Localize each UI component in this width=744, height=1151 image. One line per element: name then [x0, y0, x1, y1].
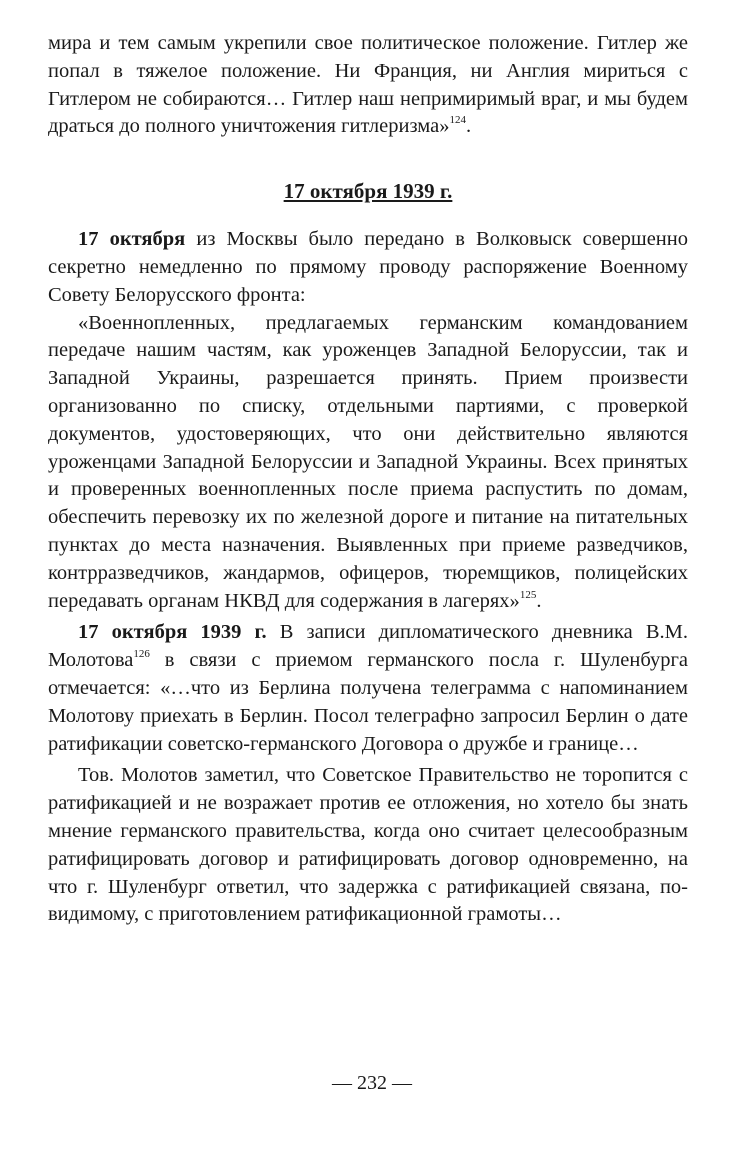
paragraph-diary	[48, 619, 688, 758]
quote-order: «Военнопленных, предлагаемых германским командованием передаче нашим частям, как уроженцев Западной Белоруссии, так и Западной Украины, разрешается принять. Прием произвести организованно по списку, отдельными партиями, с проверкой документов, удостоверяющих, что они действительно являются уроженцами Западной Белоруссии и Западной Украины. Всех принятых и проверенных военнопленных после приема распустить по домам, обеспечить перевозку их по железной дороге и питание на питательных пунктах до места назначения. Выявленных при приеме разведчиков, контрразведчиков, жандармов, офицеров, тюремщиков, полицейских передавать органам НКВД для содержания в лагерях»$^{125}$.	[48, 311, 688, 612]
page-number: — 232 —	[332, 1072, 412, 1094]
paragraph-text: из Москвы было передано в Волковыск совершенно секретно немедленно по прямому проводу распоряжение Военному Совету Белорусского фронта:	[48, 228, 689, 306]
footnote-ref-124: 124	[449, 114, 466, 127]
paragraph-text-a: В записи дипломатического дневника В.М. Молотова	[48, 621, 688, 672]
paragraph-text-b: в связи с приемом германского посла г. Шуленбурга отмечается: «…что из Берлина получена телеграмма с напоминанием Молотову приехать в Берлин. Посол телеграфно запросил Берлин о дате ратификации советско-германского Договора о дружбе и границе…	[48, 649, 688, 755]
paragraph-text-c: Тов. Молотов заметил, что Советское Правительство не торопится с ратификацией и не возражает против ее отложения, но хотело бы знать мнение германского правительства, когда оно считает целесообразным ратифицировать договор и ратифицировать договор одновременно, на что г. Шуленбург ответил, что задержка с ратификацией связана, по-видимому, с приготовлением ратификационной грамоты…	[48, 764, 688, 926]
paragraph-order	[48, 226, 688, 309]
footnote-ref-125: 125	[519, 588, 537, 601]
date-lead: 17 октября	[78, 228, 186, 251]
carryover-paragraph: мира и тем самым укрепили свое политическое положение. Гитлер же попал в тяжелое положение. Ни Франция, ни Англия мириться с Гитлером не собираются… Гитлер наш непримиримый враг, и мы будем драться до полного уничтожения гитлеризма»$^{124}$.	[48, 32, 688, 138]
footnote-ref-126: 126	[133, 648, 150, 661]
date-lead-2: 17 октября 1939 г.	[78, 621, 267, 644]
section-heading: 17 октября 1939 г.	[283, 179, 453, 204]
carryover-text: мира и тем самым укрепили свое политическое положение. Гитлер же попал в тяжелое положение. Ни Франция, ни Англия мириться с Гитлером не собираются… Гитлер наш непримиримый враг, и мы будем драться до полного уничтожения гитлеризма»	[48, 32, 688, 138]
quote-text: «Военнопленных, предлагаемых германским командованием передаче нашим частям, как уроженцев Западной Белоруссии, так и Западной Украины, разрешается принять. Прием произвести организованно по списку, отдельными партиями, с проверкой документов, удостоверяющих, что они действительно являются уроженцами Западной Белоруссии и Западной Украины. Всех принятых и проверенных военнопленных после приема распустить по домам, обеспечить перевозку их по железной дороге и питание на питательных пунктах до места назначения. Выявленных при приеме разведчиков, контрразведчиков, жандармов, офицеров, тюремщиков, полицейских передавать органам НКВД для содержания в лагерях»	[48, 311, 688, 612]
body-text	[48, 30, 688, 929]
paragraph-molotov	[48, 762, 688, 929]
